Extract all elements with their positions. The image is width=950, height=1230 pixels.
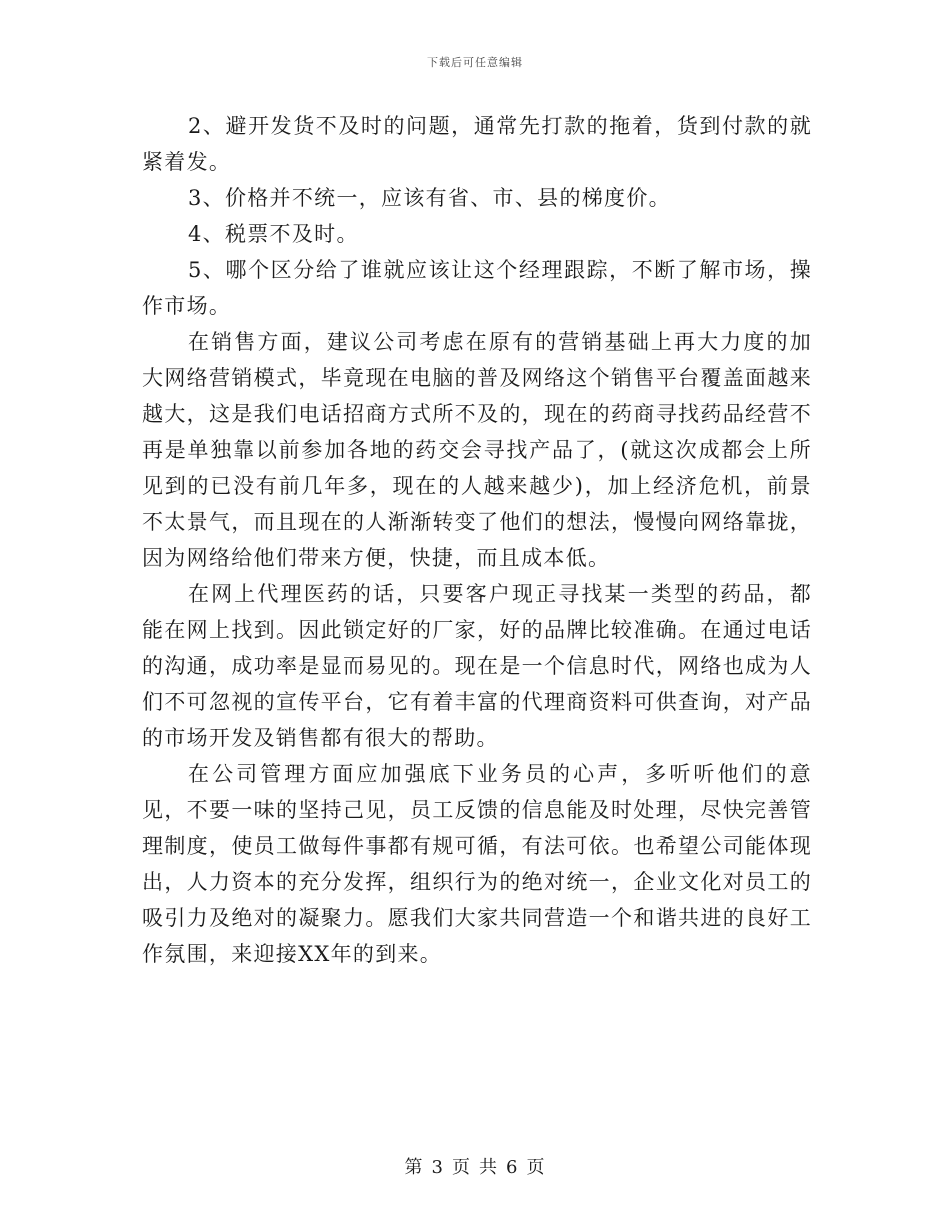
paragraph-sales: 在销售方面，建议公司考虑在原有的营销基础上再大力度的加大网络营销模式，毕竟现在电脑的普及网络这个销售平台覆盖面越来越大，这是我们电话招商方式所不及的，现在的药商寻找药品经营不再是单独靠以前参加各地的药交会寻找产品了，(就这次成都会上所见到的已没有前几年多，现在的人越来越少)，加上经济危机，前景不太景气，而且现在的人渐渐转变了他们的想法，慢慢向网络靠拢，因为网络给他们带来方便，快捷，而且成本低。 (142, 330, 812, 570)
footer-page-word: 页 (452, 1157, 471, 1178)
page-footer (0, 1153, 950, 1179)
paragraph-management: 在公司管理方面应加强底下业务员的心声，多听听他们的意见，不要一味的坚持己见，员工反馈的信息能及时处理，尽快完善管理制度，使员工做每件事都有规可循，有法可依。也希望公司能体现出，人力资本的充分发挥，组织行为的绝对统一，企业文化对员工的吸引力及绝对的凝聚力。愿我们大家共同营造一个和谐共进的良好工作氛围，来迎接XX年的到来。 (142, 762, 812, 966)
paragraph-online-agency: 在网上代理医药的话，只要客户现正寻找某一类型的药品，都能在网上找到。因此锁定好的厂家，好的品牌比较准确。在通过电话的沟通，成功率是显而易见的。现在是一个信息时代，网络也成为人们不可忽视的宣传平台，它有着丰富的代理商资料可供查询，对产品的市场开发及销售都有很大的帮助。 (142, 582, 812, 750)
header-note: 下载后可任意编辑 (427, 56, 523, 69)
document-body (142, 108, 812, 972)
footer-total-word: 共 (479, 1157, 498, 1178)
footer-current-page: 3 (431, 1157, 444, 1178)
footer-prefix: 第 (404, 1157, 424, 1178)
footer-suffix: 页 (526, 1157, 546, 1178)
paragraph-item-3: 3、价格并不统一，应该有省、市、县的梯度价。 (188, 186, 671, 210)
paragraph-item-5: 5、哪个区分给了谁就应该让这个经理跟踪，不断了解市场，操作市场。 (142, 258, 812, 318)
paragraph-item-2: 2、避开发货不及时的问题，通常先打款的拖着，货到付款的就紧着发。 (142, 114, 812, 174)
footer-total-pages: 6 (506, 1157, 519, 1178)
paragraph-item-4: 4、税票不及时。 (188, 222, 359, 246)
